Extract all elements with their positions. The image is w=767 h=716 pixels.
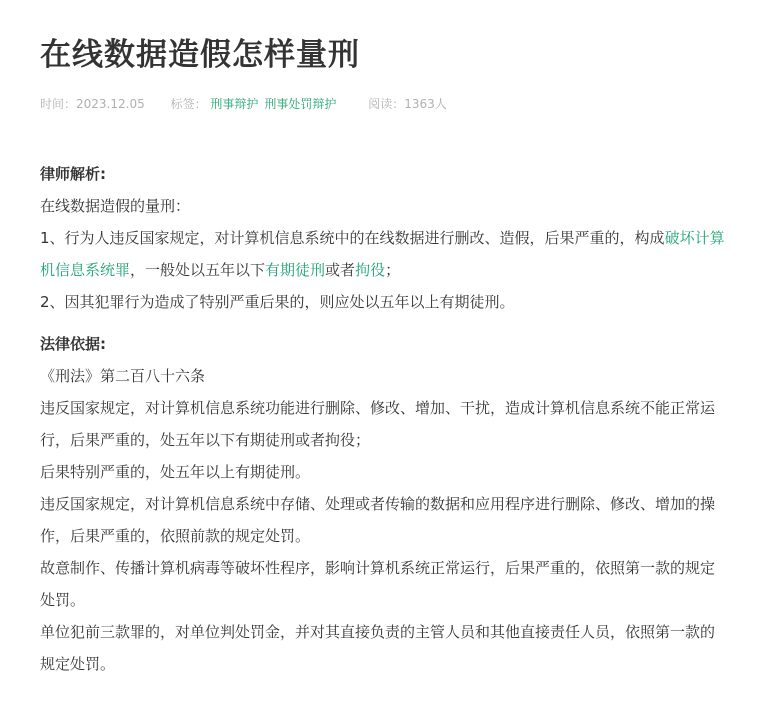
- lawyer-analysis-heading: 律师解析:: [40, 165, 106, 183]
- link-criminal-detention[interactable]: 拘役: [355, 261, 386, 279]
- legal-basis-section: [40, 328, 727, 680]
- meta-tags: [171, 94, 343, 114]
- tag-link-criminal-defense[interactable]: 刑事辩护: [210, 97, 259, 111]
- link-crime-sabotage-computer-system[interactable]: 破坏计算机信息系统罪: [40, 229, 725, 279]
- analysis-item-2: 2、因其犯罪行为造成了特别严重后果的，则应处以五年以上有期徒刑。: [40, 293, 515, 311]
- legal-basis-heading: 法律依据:: [40, 335, 106, 353]
- legal-paragraph: 后果特别严重的，处五年以上有期徒刑。: [40, 463, 311, 481]
- analysis-item-1-text-a: 1、行为人违反国家规定，对计算机信息系统中的在线数据进行删改、造假，后果严重的，构成: [40, 229, 665, 247]
- analysis-item-1-text-c: 或者: [325, 261, 356, 279]
- meta-reads: [368, 94, 447, 114]
- legal-paragraph: 单位犯前三款罪的，对单位判处罚金，并对其直接负责的主管人员和其他直接责任人员，依照第一款的规定处罚。: [40, 623, 716, 673]
- analysis-intro: 在线数据造假的量刑：: [40, 197, 191, 215]
- legal-paragraph: 违反国家规定，对计算机信息系统功能进行删除、修改、增加、干扰，造成计算机信息系统不能正常运行，后果严重的，处五年以下有期徒刑或者拘役；: [40, 399, 716, 449]
- meta-reads-label: 阅读：: [368, 97, 405, 111]
- analysis-item-1-text-d: ；: [385, 261, 401, 279]
- meta-time-label: 时间：: [40, 97, 77, 111]
- legal-paragraph: 《刑法》第二百八十六条: [40, 367, 206, 385]
- meta-time-value: 2023.12.05: [76, 97, 145, 111]
- article-meta: [40, 94, 727, 114]
- meta-reads-value: 1363人: [404, 97, 447, 111]
- meta-tags-label: 标签：: [170, 97, 207, 111]
- article-content: [40, 158, 727, 680]
- link-fixed-term-imprisonment[interactable]: 有期徒刑: [265, 261, 326, 279]
- analysis-item-1-text-b: ，一般处以五年以下: [130, 261, 266, 279]
- lawyer-analysis-section: [40, 158, 727, 318]
- meta-time: [40, 94, 145, 114]
- page-title: 在线数据造假怎样量刑: [40, 37, 360, 73]
- legal-paragraph: 故意制作、传播计算机病毒等破坏性程序，影响计算机系统正常运行，后果严重的，依照第一款的规定处罚。: [40, 559, 716, 609]
- analysis-item-1: [40, 222, 727, 286]
- tag-link-criminal-penalty-defense[interactable]: 刑事处罚辩护: [264, 97, 337, 111]
- legal-paragraph: 违反国家规定，对计算机信息系统中存储、处理或者传输的数据和应用程序进行删除、修改、增加的操作，后果严重的，依照前款的规定处罚。: [40, 495, 716, 545]
